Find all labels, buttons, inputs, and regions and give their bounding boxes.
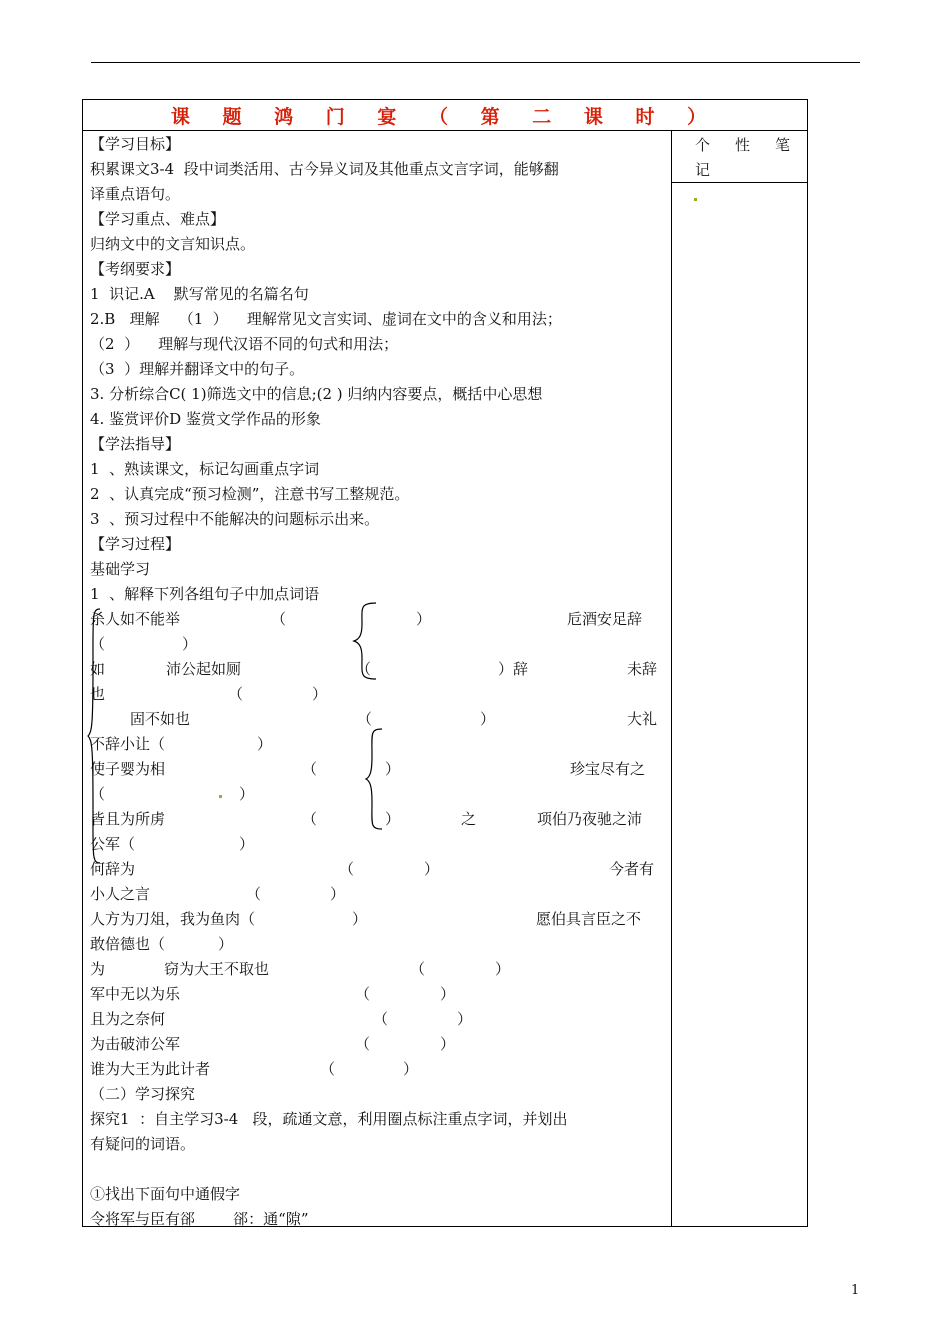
exercise-sentence: 不辞小让（ <box>90 735 166 753</box>
exercise-sentence: 何辞为 <box>90 860 136 878</box>
grouping-brace <box>352 600 382 682</box>
exercise-sentence: 沛公起如厕 <box>166 660 242 678</box>
section-heading-inquiry: （二）学习探究 <box>90 1085 196 1103</box>
answer-blank-close: ） <box>440 1035 456 1053</box>
key-word: 为 <box>90 960 106 978</box>
answer-blank-close: ） <box>257 735 273 753</box>
text-line: 1 、解释下列各组句子中加点词语 <box>90 585 320 603</box>
text-line: 令将军与臣有郤 郤：通“隙” <box>90 1210 309 1228</box>
exercise-sentence: 人方为刀俎，我为鱼肉（ <box>90 910 256 928</box>
section-heading-method: 【学法指导】 <box>90 435 181 453</box>
exercise-sentence: 使子婴为相 <box>90 760 166 778</box>
answer-blank-close-word: ）辞 <box>498 660 529 678</box>
notes-char-2: 性 <box>734 136 750 154</box>
text-line: 有疑问的词语。 <box>90 1135 196 1153</box>
exercise-sentence: 皆且为所虏 <box>90 810 166 828</box>
exercise-sentence: 卮酒安足辞 <box>567 610 643 628</box>
title-row <box>83 100 807 131</box>
exercise-sentence: 且为之奈何 <box>90 1010 166 1028</box>
section-heading-requirements: 【考纲要求】 <box>90 260 181 278</box>
answer-blank-open: （ <box>302 810 318 828</box>
answer-blank-open: （ <box>355 985 371 1003</box>
text-line: 探究1 ：自主学习3-4 段，疏通文意，利用圈点标注重点字词，并划出 <box>90 1110 568 1128</box>
exercise-sentence: 窃为大王不取也 <box>164 960 270 978</box>
answer-blank-close: ） <box>352 910 368 928</box>
exercise-sentence: 小人之言 <box>90 885 151 903</box>
answer-blank-open: （ <box>356 660 372 678</box>
notes-char-1: 个 <box>695 136 711 154</box>
answer-blank-open: （ <box>246 885 262 903</box>
answer-blank-close: ） <box>312 685 328 703</box>
exercise-sentence: 公军（ <box>90 835 136 853</box>
answer-blank-close: ） <box>440 985 456 1003</box>
decorative-dot <box>219 795 222 798</box>
answer-blank-close: ） <box>385 760 401 778</box>
text-line: ①找出下面句中通假字 <box>90 1185 241 1203</box>
text-line: 1 识记.A 默写常见的名篇名句 <box>90 285 309 303</box>
answer-blank-close: ） <box>424 860 440 878</box>
exercise-sentence: 也 <box>90 685 106 703</box>
text-line: 基础学习 <box>90 560 151 578</box>
text-line: 译重点语句。 <box>90 185 181 203</box>
section-heading-goals: 【学习目标】 <box>90 135 181 153</box>
answer-blank-close: ） <box>416 610 432 628</box>
answer-blank-close: ） <box>239 835 255 853</box>
answer-blank-close: ） <box>330 885 346 903</box>
exercise-sentence: 珍宝尽有之 <box>570 760 646 778</box>
exercise-sentence: 今者有 <box>609 860 655 878</box>
notes-header-line2: 记 <box>695 161 711 179</box>
key-word: 如 <box>90 660 106 678</box>
text-line: 积累课文3-4 段中词类活用、古今异义词及其他重点文言字词，能够翻 <box>90 160 559 178</box>
text-line: （2 ） 理解与现代汉语不同的句式和用法； <box>90 335 399 353</box>
answer-blank-open: （ <box>90 785 106 803</box>
answer-blank-close: ） <box>495 960 511 978</box>
text-line: 2.B 理解 （1 ） 理解常见文言实词、虚词在文中的含义和用法； <box>90 310 562 328</box>
key-word: 之 <box>461 810 477 828</box>
notes-column-header <box>672 130 807 183</box>
answer-blank-close: ） <box>403 1060 419 1078</box>
text-line: 2 、认真完成“预习检测”，注意书写工整规范。 <box>90 485 410 503</box>
decorative-dot <box>694 198 697 201</box>
answer-blank-open: （ <box>320 1060 336 1078</box>
exercise-sentence: 谁为大王为此计者 <box>90 1060 211 1078</box>
notes-char-3: 笔 <box>774 136 790 154</box>
answer-blank-close: ） <box>218 935 234 953</box>
page-number: 1 <box>851 1283 860 1298</box>
lesson-title: 课 题 鸿 门 宴 （ 第 二 课 时 ） <box>170 106 720 128</box>
answer-blank-close: ） <box>457 1010 473 1028</box>
text-line: （3 ）理解并翻译文中的句子。 <box>90 360 305 378</box>
answer-blank-open: （ <box>339 860 355 878</box>
exercise-sentence: 项伯乃夜驰之沛 <box>537 810 643 828</box>
answer-blank-close: ） <box>182 635 198 653</box>
exercise-sentence: 固不如也 <box>130 710 191 728</box>
answer-blank-open: （ <box>228 685 244 703</box>
answer-blank-open: （ <box>355 1035 371 1053</box>
exercise-sentence: 未辞 <box>627 660 658 678</box>
exercise-sentence: 为击破沛公军 <box>90 1035 181 1053</box>
answer-blank-close: ） <box>385 810 401 828</box>
notes-header-line1 <box>695 134 790 155</box>
exercise-sentence: 杀人如不能举 <box>90 610 181 628</box>
answer-blank-open: （ <box>410 960 426 978</box>
answer-blank-open: （ <box>357 710 373 728</box>
section-heading-key-points: 【学习重点、难点】 <box>90 210 226 228</box>
exercise-sentence: 大礼 <box>627 710 658 728</box>
exercise-sentence: 愿伯具言臣之不 <box>536 910 642 928</box>
answer-blank-open: （ <box>373 1010 389 1028</box>
text-line: 3 、预习过程中不能解决的问题标示出来。 <box>90 510 380 528</box>
answer-blank-open: （ <box>90 635 106 653</box>
text-line: 1 、熟读课文，标记勾画重点字词 <box>90 460 320 478</box>
text-line: 归纳文中的文言知识点。 <box>90 235 256 253</box>
answer-blank-open: （ <box>271 610 287 628</box>
exercise-sentence: 军中无以为乐 <box>90 985 181 1003</box>
section-heading-process: 【学习过程】 <box>90 535 181 553</box>
exercise-sentence: 敢倍德也（ <box>90 935 166 953</box>
header-rule <box>91 62 860 63</box>
grouping-brace <box>364 726 386 832</box>
grouping-brace <box>86 606 104 866</box>
text-line: 3. 分析综合C( 1)筛选文中的信息;(2 ) 归纳内容要点，概括中心思想 <box>90 385 543 403</box>
column-divider <box>671 130 672 1226</box>
answer-blank-close: ） <box>480 710 496 728</box>
answer-blank-open: （ <box>302 760 318 778</box>
text-line: 4. 鉴赏评价D 鉴赏文学作品的形象 <box>90 410 321 428</box>
answer-blank-close: ） <box>239 785 255 803</box>
